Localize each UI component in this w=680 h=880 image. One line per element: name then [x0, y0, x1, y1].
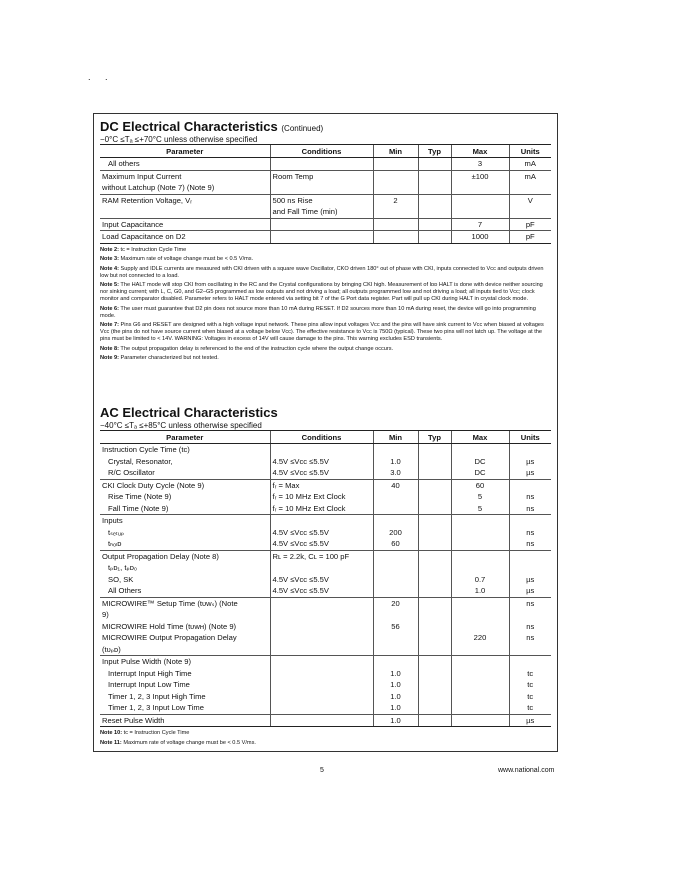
table-cell: 60	[373, 538, 418, 550]
column-header: Typ	[418, 145, 451, 158]
top-marks: . .	[88, 72, 114, 82]
table-row	[100, 444, 551, 456]
table-row	[100, 585, 551, 597]
table-cell	[418, 491, 451, 503]
table-cell	[418, 644, 451, 656]
table-cell	[418, 574, 451, 586]
footnote	[100, 730, 551, 737]
dc-table	[100, 144, 551, 244]
footnote-text: tᴄ = Instruction Cycle Time	[123, 730, 190, 736]
table-cell: All others	[108, 159, 140, 168]
footnote	[100, 282, 551, 303]
table-cell: 1.0	[373, 456, 418, 468]
footnote-label: Note 11:	[100, 739, 122, 746]
table-row	[100, 691, 551, 703]
table-cell	[451, 444, 509, 456]
table-cell	[418, 702, 451, 714]
table-row	[100, 218, 551, 231]
table-cell	[100, 206, 270, 218]
table-row	[100, 158, 551, 171]
footnote-text: The output propagation delay is referenced to the end of the instruction cycle where the output change occurs.	[120, 345, 394, 352]
table-cell	[451, 609, 509, 621]
column-header: Parameter	[100, 431, 270, 444]
table-row	[100, 632, 551, 644]
table-cell	[418, 444, 451, 456]
footnote-text: The user must guarantee that D2 pin does not source more than 10 mA during RESET. If D2 sources more than 10 mA during reset, the device will go into programming mode.	[100, 305, 536, 319]
footnote-text: Parameter characterized but not tested.	[120, 355, 219, 361]
table-cell: ±100	[451, 170, 509, 182]
table-cell: Instruction Cycle Time (tᴄ)	[102, 445, 190, 454]
table-cell	[270, 656, 373, 668]
footnote	[100, 740, 551, 747]
dc-title-text: DC Electrical Characteristics	[100, 119, 278, 134]
table-cell: fᵣ = 10 MHz Ext Clock	[270, 503, 373, 515]
footnote-label: Note 7:	[100, 322, 119, 328]
table-cell: Load Capacitance on D2	[100, 231, 270, 244]
table-cell	[418, 182, 451, 194]
table-cell	[451, 194, 509, 206]
table-cell: mA	[509, 170, 551, 182]
table-row	[100, 574, 551, 586]
table-cell	[451, 621, 509, 633]
table-cell	[509, 479, 551, 491]
table-cell	[418, 538, 451, 550]
table-cell: Rise Time (Note 9)	[108, 492, 172, 501]
table-cell	[270, 632, 373, 644]
table-cell: tₛₑₜᵤₚ	[108, 527, 125, 537]
table-cell: Room Temp	[270, 170, 373, 182]
table-cell	[373, 218, 418, 231]
footnote-label: Note 9:	[100, 355, 119, 361]
table-cell: 0.7	[451, 574, 509, 586]
column-header: Max	[451, 145, 509, 158]
table-cell: ns	[509, 597, 551, 609]
dc-table-body	[100, 158, 551, 244]
ac-table	[100, 430, 551, 727]
table-cell: MICROWIRE Hold Time (tᴜᴡʜ) (Note 9)	[102, 621, 237, 631]
table-cell: Rʟ = 2.2k, Cʟ = 100 pF	[270, 550, 373, 562]
table-cell: and Fall Time (min)	[270, 206, 373, 218]
table-cell: Interrupt Input Low Time	[108, 680, 190, 689]
table-cell: pF	[509, 231, 551, 244]
footnote-text: Pins G6 and RESET are designed with a high voltage input network. These pins allow input voltages Vᴄᴄ and the pins will have sink current to Vᴄᴄ when biased at voltages Vᴄᴄ (the pins do not have source current when biased at a voltage below Vᴄᴄ). The effective resistance to Vᴄᴄ is 750Ω (typical). These two pins will not latch up. The voltage at the pins must be limited to < 14V. WARNING: Voltages in excess of 14V will cause damage to the pins. This warning excludes ESD transients.	[100, 322, 544, 342]
table-cell: 2	[373, 194, 418, 206]
table-cell: 40	[373, 479, 418, 491]
table-cell: 9)	[102, 610, 109, 619]
table-cell: Input Pulse Width (Note 9)	[100, 656, 270, 668]
table-cell: tₕₒₗᴅ	[108, 539, 122, 548]
table-cell	[270, 444, 373, 456]
table-cell	[418, 585, 451, 597]
table-cell	[509, 444, 551, 456]
table-cell	[373, 444, 418, 456]
table-cell: 1000	[451, 231, 509, 244]
table-cell: 4.5V ≤Vᴄᴄ ≤5.5V	[270, 538, 373, 550]
table-row	[100, 491, 551, 503]
ac-table-body	[100, 444, 551, 727]
table-cell	[270, 714, 373, 727]
table-cell	[373, 158, 418, 171]
table-cell	[418, 668, 451, 680]
table-cell: tᴄ	[509, 668, 551, 680]
table-row	[100, 503, 551, 515]
column-header: Conditions	[270, 431, 373, 444]
table-row	[100, 456, 551, 468]
table-cell	[270, 621, 373, 633]
table-cell: 56	[373, 621, 418, 633]
column-header: Conditions	[270, 145, 373, 158]
table-cell: 4.5V ≤Vᴄᴄ ≤5.5V	[270, 585, 373, 597]
dc-header-row	[100, 145, 551, 158]
table-cell: 1.0	[451, 585, 509, 597]
table-cell: µs	[509, 585, 551, 597]
table-cell	[373, 574, 418, 586]
table-cell: DC	[451, 456, 509, 468]
footnote	[100, 266, 551, 280]
table-cell: tᴄ	[509, 702, 551, 714]
dc-section	[100, 119, 551, 365]
table-row	[100, 597, 551, 609]
table-cell	[509, 562, 551, 574]
table-cell	[373, 550, 418, 562]
table-cell: µs	[509, 467, 551, 479]
table-cell	[451, 206, 509, 218]
table-cell	[373, 182, 418, 194]
table-cell	[418, 632, 451, 644]
table-cell: 1.0	[373, 668, 418, 680]
table-cell	[270, 515, 373, 527]
table-cell: 1.0	[373, 702, 418, 714]
table-cell: 5	[451, 503, 509, 515]
footnote-label: Note 8:	[100, 345, 119, 352]
table-cell: RAM Retention Voltage, Vᵣ	[100, 194, 270, 206]
table-cell	[270, 158, 373, 171]
footnote-text: tᴄ = Instruction Cycle Time	[120, 246, 187, 253]
table-cell	[373, 644, 418, 656]
table-cell	[451, 182, 509, 194]
table-cell	[418, 479, 451, 491]
table-row	[100, 609, 551, 621]
table-cell	[418, 656, 451, 668]
table-cell	[509, 206, 551, 218]
table-cell: 5	[451, 491, 509, 503]
table-cell: 1.0	[373, 691, 418, 703]
table-cell	[451, 527, 509, 539]
table-cell: SO, SK	[108, 574, 134, 584]
column-header: Max	[451, 431, 509, 444]
table-cell	[373, 206, 418, 218]
table-cell: ns	[509, 527, 551, 539]
table-cell: V	[509, 194, 551, 206]
table-row	[100, 644, 551, 656]
table-cell	[451, 550, 509, 562]
table-cell: µs	[509, 456, 551, 468]
table-cell	[509, 644, 551, 656]
table-cell	[418, 691, 451, 703]
table-cell	[418, 503, 451, 515]
table-cell	[270, 702, 373, 714]
table-cell	[418, 158, 451, 171]
table-cell	[418, 515, 451, 527]
table-cell	[418, 231, 451, 244]
table-cell	[509, 656, 551, 668]
dc-notes	[100, 247, 551, 363]
table-cell: µs	[509, 574, 551, 586]
table-row	[100, 194, 551, 206]
table-cell: (tᴜₚᴅ)	[102, 644, 121, 654]
footnote-label: Note 2:	[100, 246, 119, 253]
table-cell	[270, 644, 373, 656]
table-row	[100, 656, 551, 668]
table-cell: 220	[451, 632, 509, 644]
table-cell	[373, 585, 418, 597]
table-cell	[418, 170, 451, 182]
table-cell	[451, 656, 509, 668]
table-cell: ns	[509, 491, 551, 503]
table-cell	[373, 491, 418, 503]
dc-continued: (Continued)	[281, 124, 324, 133]
footnote-text: The HALT mode will stop CKI from oscillating in the RC and the Crystal configurations by bringing CKI high. Measurement of Iᴅᴅ HALT is done with device neither sourcing nor sinking current; with L, C, G0, and G2–G5 programmed as low outputs and not driving a load; all outputs programmed low and not driving a load; all inputs tied to Vᴄᴄ; clock monitor and comparator disabled. Parameter refers to HALT mode entered via setting bit 7 of the G Port data register. Part will pull up CKI during HALT in crystal clock mode.	[100, 282, 543, 302]
table-cell: 7	[451, 218, 509, 231]
table-cell	[373, 609, 418, 621]
footnote-text: Maximum rate of voltage change must be < 0.5 V/ms.	[123, 739, 256, 746]
table-cell: MICROWIRE Output Propagation Delay	[102, 633, 237, 642]
table-cell: CKI Clock Duty Cycle (Note 9)	[100, 479, 270, 491]
footnote	[100, 322, 551, 343]
table-cell	[418, 679, 451, 691]
table-cell	[418, 550, 451, 562]
table-cell: 3	[451, 158, 509, 171]
footnote	[100, 346, 551, 353]
table-cell	[270, 679, 373, 691]
table-cell: 200	[373, 527, 418, 539]
table-row	[100, 562, 551, 574]
footnote-label: Note 10:	[100, 730, 123, 736]
table-cell: ns	[509, 538, 551, 550]
table-cell: 4.5V ≤Vᴄᴄ ≤5.5V	[270, 456, 373, 468]
table-cell	[418, 218, 451, 231]
dc-title	[100, 119, 551, 134]
table-row	[100, 714, 551, 727]
column-header: Min	[373, 145, 418, 158]
table-cell	[270, 609, 373, 621]
table-cell	[451, 691, 509, 703]
table-cell: 4.5V ≤Vᴄᴄ ≤5.5V	[270, 527, 373, 539]
ac-conditions: −40°C ≤Tₐ ≤+85°C unless otherwise specified	[100, 421, 262, 430]
table-cell	[373, 562, 418, 574]
column-header: Units	[509, 145, 551, 158]
table-cell	[373, 656, 418, 668]
table-row	[100, 206, 551, 218]
table-cell	[373, 170, 418, 182]
table-cell: Inputs	[100, 515, 270, 527]
table-cell: MICROWIRE™ Setup Time (tᴜᴡₛ) (Note	[100, 597, 270, 609]
ac-title: AC Electrical Characteristics	[100, 405, 278, 420]
column-header: Typ	[418, 431, 451, 444]
table-cell: 4.5V ≤Vᴄᴄ ≤5.5V	[270, 574, 373, 586]
table-cell: without Latchup (Note 7) (Note 9)	[102, 183, 215, 192]
table-cell: Crystal, Resonator,	[108, 456, 173, 466]
table-cell	[451, 538, 509, 550]
table-row	[100, 550, 551, 562]
table-row	[100, 231, 551, 244]
table-cell: 1.0	[373, 714, 418, 727]
table-cell	[509, 609, 551, 621]
table-cell	[509, 182, 551, 194]
table-cell: 1.0	[373, 679, 418, 691]
table-cell: All Others	[108, 586, 142, 595]
table-cell	[509, 515, 551, 527]
table-cell	[418, 714, 451, 727]
table-cell	[418, 194, 451, 206]
table-row	[100, 182, 551, 194]
table-cell: Reset Pulse Width	[100, 714, 270, 727]
table-cell: mA	[509, 158, 551, 171]
table-cell: fᵣ = Max	[270, 479, 373, 491]
table-cell: 4.5V ≤Vᴄᴄ ≤5.5V	[270, 467, 373, 479]
table-cell: 20	[373, 597, 418, 609]
table-cell: ns	[509, 621, 551, 633]
table-cell: Output Propagation Delay (Note 8)	[100, 550, 270, 562]
table-cell: Timer 1, 2, 3 Input High Time	[108, 691, 206, 701]
table-cell	[451, 644, 509, 656]
column-header: Parameter	[100, 145, 270, 158]
table-row	[100, 479, 551, 491]
table-cell	[270, 597, 373, 609]
dc-conditions: −0°C ≤Tₐ ≤+70°C unless otherwise specified	[100, 135, 258, 144]
table-cell	[418, 456, 451, 468]
table-cell: tᴄ	[509, 691, 551, 703]
column-header: Units	[509, 431, 551, 444]
table-cell	[270, 562, 373, 574]
table-cell: ns	[509, 632, 551, 644]
table-cell: Fall Time (Note 9)	[108, 503, 169, 513]
table-cell: 3.0	[373, 467, 418, 479]
table-cell: µs	[509, 714, 551, 727]
table-cell	[451, 702, 509, 714]
table-cell	[509, 550, 551, 562]
table-cell	[451, 597, 509, 609]
table-cell: ns	[509, 503, 551, 515]
table-cell	[270, 182, 373, 194]
table-cell	[418, 621, 451, 633]
table-cell	[270, 218, 373, 231]
table-row	[100, 170, 551, 182]
page-number: 5	[320, 767, 324, 774]
table-cell	[418, 206, 451, 218]
footnote	[100, 247, 551, 254]
table-row	[100, 515, 551, 527]
table-cell	[270, 691, 373, 703]
ac-header-row	[100, 431, 551, 444]
footnote	[100, 355, 551, 362]
footnote-text: Maximum rate of voltage change must be < 0.5 V/ms.	[120, 256, 254, 262]
table-cell: R/C Oscillator	[108, 468, 155, 477]
table-cell: tᴄ	[509, 679, 551, 691]
table-cell	[373, 515, 418, 527]
footnote-label: Note 6:	[100, 305, 119, 312]
table-cell: DC	[451, 467, 509, 479]
table-cell: 60	[451, 479, 509, 491]
table-row	[100, 621, 551, 633]
table-cell	[451, 562, 509, 574]
table-cell: pF	[509, 218, 551, 231]
table-cell	[418, 562, 451, 574]
table-cell: Input Capacitance	[100, 218, 270, 231]
footnote-label: Note 3:	[100, 256, 119, 262]
table-cell	[418, 467, 451, 479]
footnote	[100, 306, 551, 320]
table-cell	[270, 668, 373, 680]
table-row	[100, 668, 551, 680]
table-row	[100, 702, 551, 714]
ac-notes	[100, 730, 551, 747]
table-cell	[451, 515, 509, 527]
column-header: Min	[373, 431, 418, 444]
table-cell: Timer 1, 2, 3 Input Low Time	[108, 703, 204, 712]
table-cell: Interrupt Input High Time	[108, 668, 192, 678]
table-cell	[270, 231, 373, 244]
table-cell	[418, 527, 451, 539]
website-url: www.national.com	[498, 767, 555, 774]
table-cell	[373, 503, 418, 515]
table-cell: Maximum Input Current	[100, 170, 270, 182]
footnote-label: Note 4:	[100, 265, 119, 272]
table-cell: fᵣ = 10 MHz Ext Clock	[270, 491, 373, 503]
footnote-label: Note 5:	[100, 282, 119, 288]
footnote	[100, 256, 551, 263]
table-cell	[373, 231, 418, 244]
table-cell: tₚᴅ₁, tₚᴅ₀	[108, 563, 138, 572]
ac-section	[100, 405, 551, 749]
table-cell	[418, 597, 451, 609]
table-row	[100, 467, 551, 479]
table-row	[100, 538, 551, 550]
footnote-text: Supply and IDLE currents are measured with CKI driven with a square wave Oscillator, CKO driven 180° out of phase with CKI, inputs connected to Vᴄᴄ and outputs driven low but not connected to a load.	[100, 265, 544, 279]
table-cell: 500 ns Rise	[270, 194, 373, 206]
table-row	[100, 527, 551, 539]
table-cell	[451, 679, 509, 691]
table-cell	[451, 714, 509, 727]
table-cell	[373, 632, 418, 644]
table-row	[100, 679, 551, 691]
table-cell	[418, 609, 451, 621]
table-cell	[451, 668, 509, 680]
